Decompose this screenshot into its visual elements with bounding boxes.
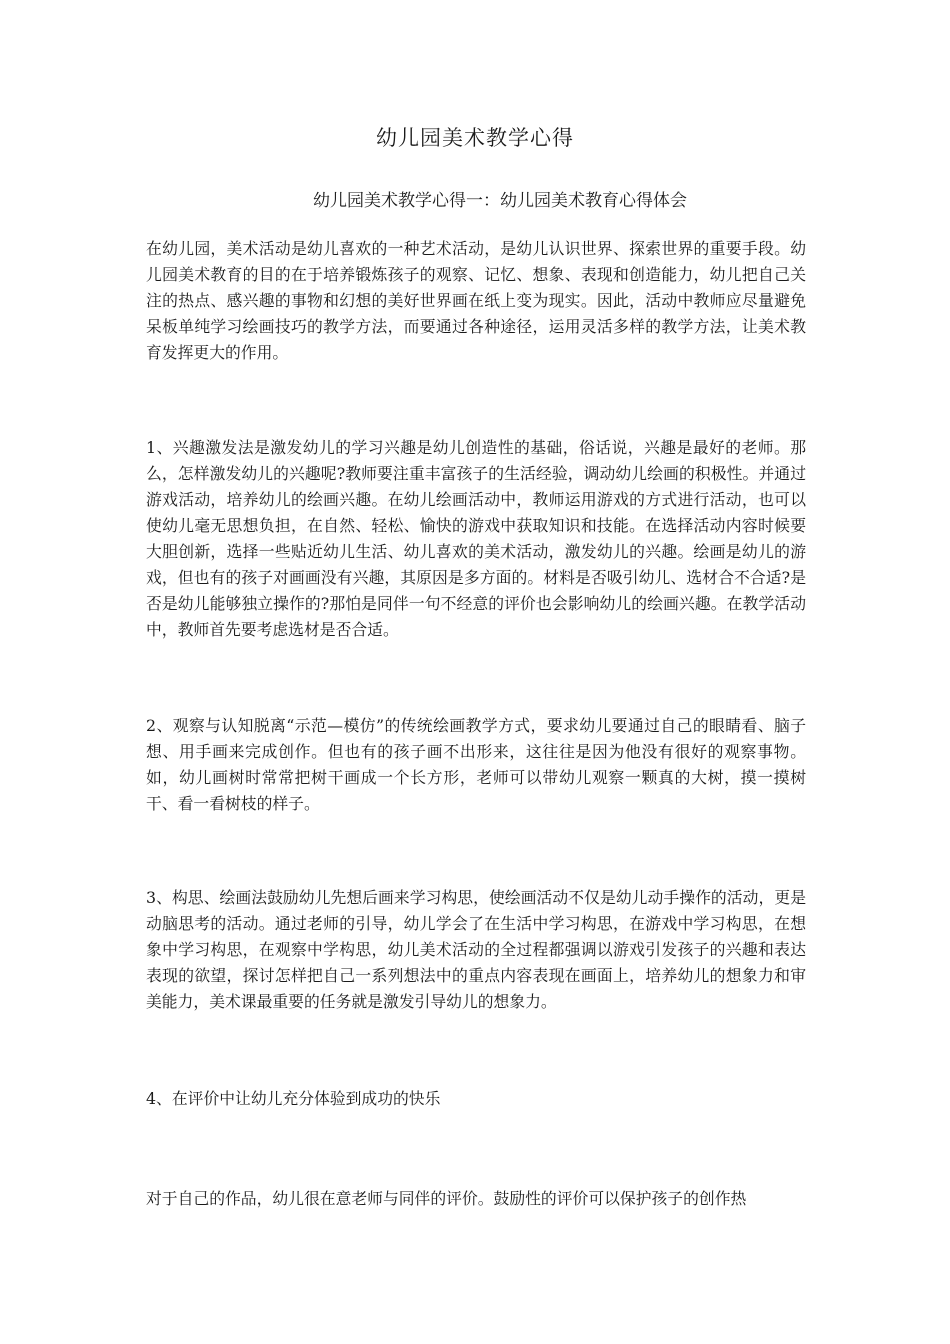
paragraph-interest-method: 1、兴趣激发法是激发幼儿的学习兴趣是幼儿创造性的基础，俗话说，兴趣是最好的老师。那么，怎样激发幼儿的兴趣呢?教师要注重丰富孩子的生活经验，调动幼儿绘画的积极性。并通过游戏活动，培养幼儿的绘画兴趣。在幼儿绘画活动中，教师运用游戏的方式进行活动，也可以使幼儿毫无思想负担，在自然、轻松、愉快的游戏中获取知识和技能。在选择活动内容时候要大胆创新，选择一些贴近幼儿生活、幼儿喜欢的美术活动，激发幼儿的兴趣。绘画是幼儿的游戏，但也有的孩子对画画没有兴趣，其原因是多方面的。材料是否吸引幼儿、选材合不合适?是否是幼儿能够独立操作的?那怕是同伴一句不经意的评价也会影响幼儿的绘画兴趣。在教学活动中，教师首先要考虑选材是否合适。: [146, 438, 806, 639]
paragraph-evaluation-heading: 4、在评价中让幼儿充分体验到成功的快乐: [146, 1089, 441, 1108]
paragraph-conception: 3、构思、绘画法鼓励幼儿先想后画来学习构思，使绘画活动不仅是幼儿动手操作的活动，更是动脑思考的活动。通过老师的引导，幼儿学会了在生活中学习构思，在游戏中学习构思，在想象中学习构思，在观察中学构思，幼儿美术活动的全过程都强调以游戏引发孩子的兴趣和表达表现的欲望，探讨怎样把自己一系列想法中的重点内容表现在画面上，培养幼儿的想象力和审美能力，美术课最重要的任务就是激发引导幼儿的想象力。: [146, 888, 806, 1011]
section-subtitle: 幼儿园美术教学心得一：幼儿园美术教育心得体会: [313, 191, 687, 211]
paragraph-observation: 2、观察与认知脱离“示范—模仿”的传统绘画教学方式，要求幼儿要通过自己的眼睛看、脑子想、用手画来完成创作。但也有的孩子画不出形来，这往往是因为他没有很好的观察事物。如，幼儿画树时常常把树干画成一个长方形，老师可以带幼儿观察一颗真的大树，摸一摸树干、看一看树枝的样子。: [146, 716, 806, 813]
intro-paragraph: 在幼儿园，美术活动是幼儿喜欢的一种艺术活动，是幼儿认识世界、探索世界的重要手段。幼儿园美术教育的目的在于培养锻炼孩子的观察、记忆、想象、表现和创造能力，幼儿把自己关注的热点、感兴趣的事物和幻想的美好世界画在纸上变为现实。因此，活动中教师应尽量避免呆板单纯学习绘画技巧的教学方法，而要通过各种途径，运用灵活多样的教学方法，让美术教育发挥更大的作用。: [146, 239, 806, 362]
paragraph-evaluation: 对于自己的作品，幼儿很在意老师与同伴的评价。鼓励性的评价可以保护孩子的创作热: [146, 1189, 747, 1208]
page-title: 幼儿园美术教学心得: [376, 126, 574, 150]
